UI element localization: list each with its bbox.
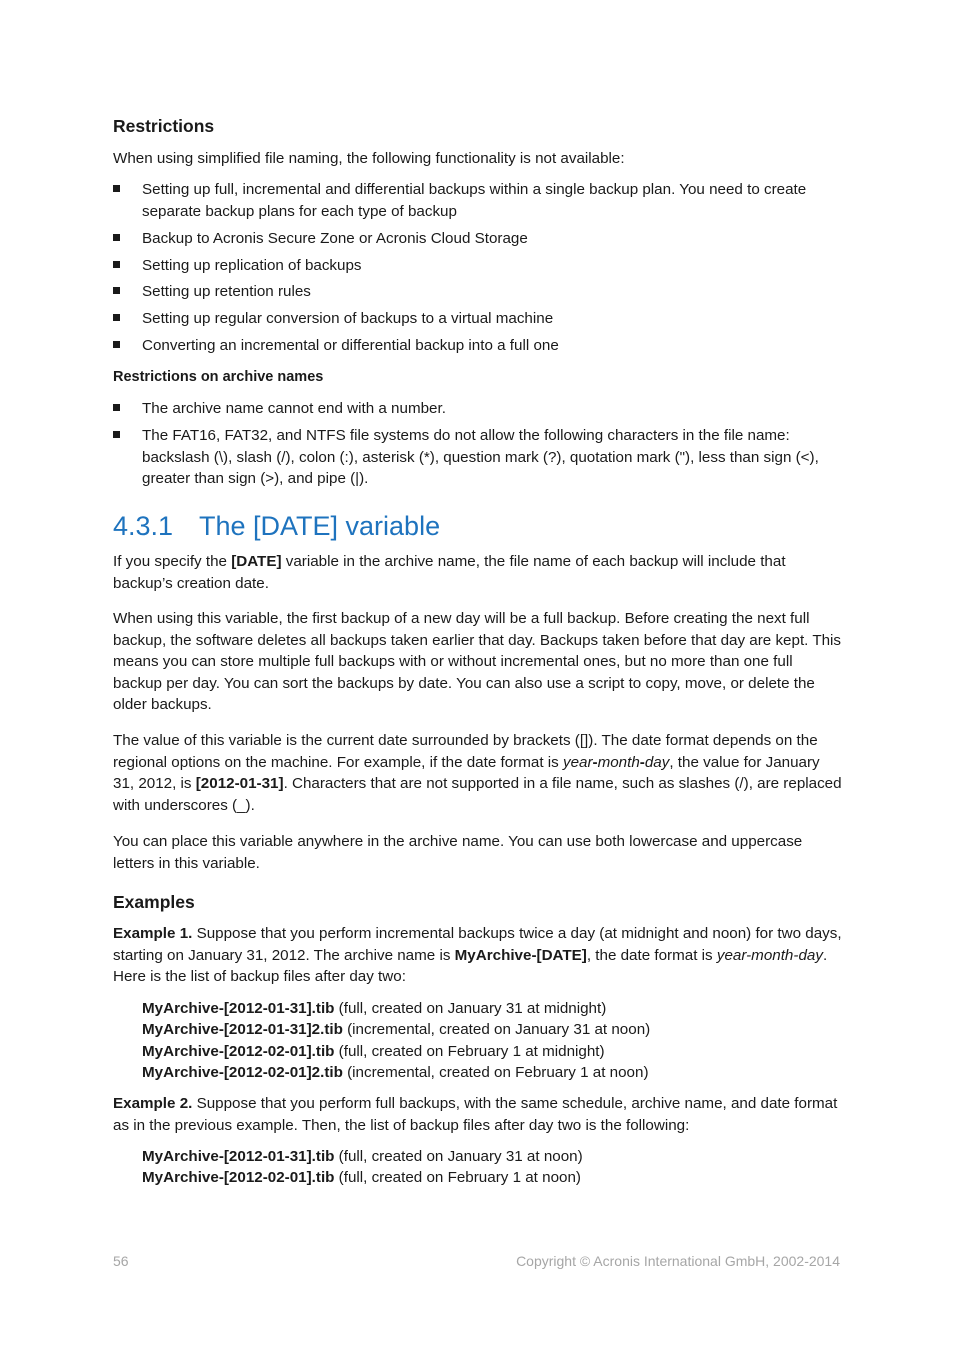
file-line: MyArchive-[2012-02-01].tib (full, created on February 1 at midnight) <box>142 1043 605 1060</box>
bullet-icon <box>113 287 120 294</box>
archive-names-heading: Restrictions on archive names <box>113 369 324 385</box>
list-item: The FAT16, FAT32, and NTFS file systems do not allow the following characters in the file name: backslash (\), slash (/), colon (:), asterisk (*), question mark (?), quotation mark ("), less than sign (<), greater than sign (>), and pipe (|). <box>113 425 843 490</box>
file-line: MyArchive-[2012-01-31].tib (full, created on January 31 at noon) <box>142 1148 583 1165</box>
examples-heading: Examples <box>113 892 195 912</box>
example-2: Example 2. Suppose that you perform full backups, with the same schedule, archive name, and date format as in the previous example. Then, the list of backup files after day two is the following: <box>113 1095 838 1134</box>
bullet-icon <box>113 234 120 241</box>
paragraph: If you specify the [DATE] variable in the archive name, the file name of each backup will include that backup’s creation date. <box>113 553 786 592</box>
file-line: MyArchive-[2012-02-01].tib (full, created on February 1 at noon) <box>142 1169 581 1186</box>
restrictions-intro: When using simplified file naming, the following functionality is not available: <box>113 150 625 167</box>
copyright-notice: Copyright © Acronis International GmbH, 2002-2014 <box>516 1253 840 1269</box>
paragraph: The value of this variable is the current date surrounded by brackets ([]). The date format depends on the regional options on the machine. For example, if the date format is year-month-day, the value for January 31, 2012, is [2012-01-31]. Characters that are not supported in a file name, such as slashes (/), are replaced with underscores (_). <box>113 732 842 814</box>
list-item: Converting an incremental or differential backup into a full one <box>113 335 843 357</box>
bullet-icon <box>113 314 120 321</box>
list-item: Setting up full, incremental and differential backups within a single backup plan. You need to create separate backup plans for each type of backup <box>113 179 843 222</box>
bullet-icon <box>113 341 120 348</box>
file-line: MyArchive-[2012-02-01]2.tib (incremental, created on February 1 at noon) <box>142 1064 649 1081</box>
paragraph: You can place this variable anywhere in the archive name. You can use both lowercase and uppercase letters in this variable. <box>113 833 803 872</box>
bullet-icon <box>113 404 120 411</box>
section-heading <box>113 509 440 543</box>
section-number: 4.3.1 <box>113 511 174 541</box>
paragraph: When using this variable, the first backup of a new day will be a full backup. Before creating the next full backup, the software deletes all backups taken earlier that day. Backups taken before that day are kept. This means you can store multiple full backups with or without incremental ones, but no more than one full backup per day. You can sort the backups by date. You can also use a script to copy, move, or delete the older backups. <box>113 610 842 714</box>
restrictions-heading: Restrictions <box>113 116 215 136</box>
bullet-icon <box>113 431 120 438</box>
list-item: The archive name cannot end with a number. <box>113 398 843 420</box>
file-line: MyArchive-[2012-01-31].tib (full, created on January 31 at midnight) <box>142 1000 607 1017</box>
list-item: Setting up retention rules <box>113 281 843 303</box>
section-title: The [DATE] variable <box>199 511 441 541</box>
page-number: 56 <box>113 1253 129 1269</box>
bullet-icon <box>113 261 120 268</box>
list-item: Setting up replication of backups <box>113 255 843 277</box>
bullet-icon <box>113 185 120 192</box>
list-item: Backup to Acronis Secure Zone or Acronis Cloud Storage <box>113 228 843 250</box>
example-1: Example 1. Suppose that you perform incremental backups twice a day (at midnight and noon) for two days, starting on January 31, 2012. The archive name is MyArchive-[DATE], the date format is year-month-day. Here is the list of backup files after day two: <box>113 925 842 986</box>
file-line: MyArchive-[2012-01-31]2.tib (incremental, created on January 31 at noon) <box>142 1021 651 1038</box>
list-item: Setting up regular conversion of backups to a virtual machine <box>113 308 843 330</box>
